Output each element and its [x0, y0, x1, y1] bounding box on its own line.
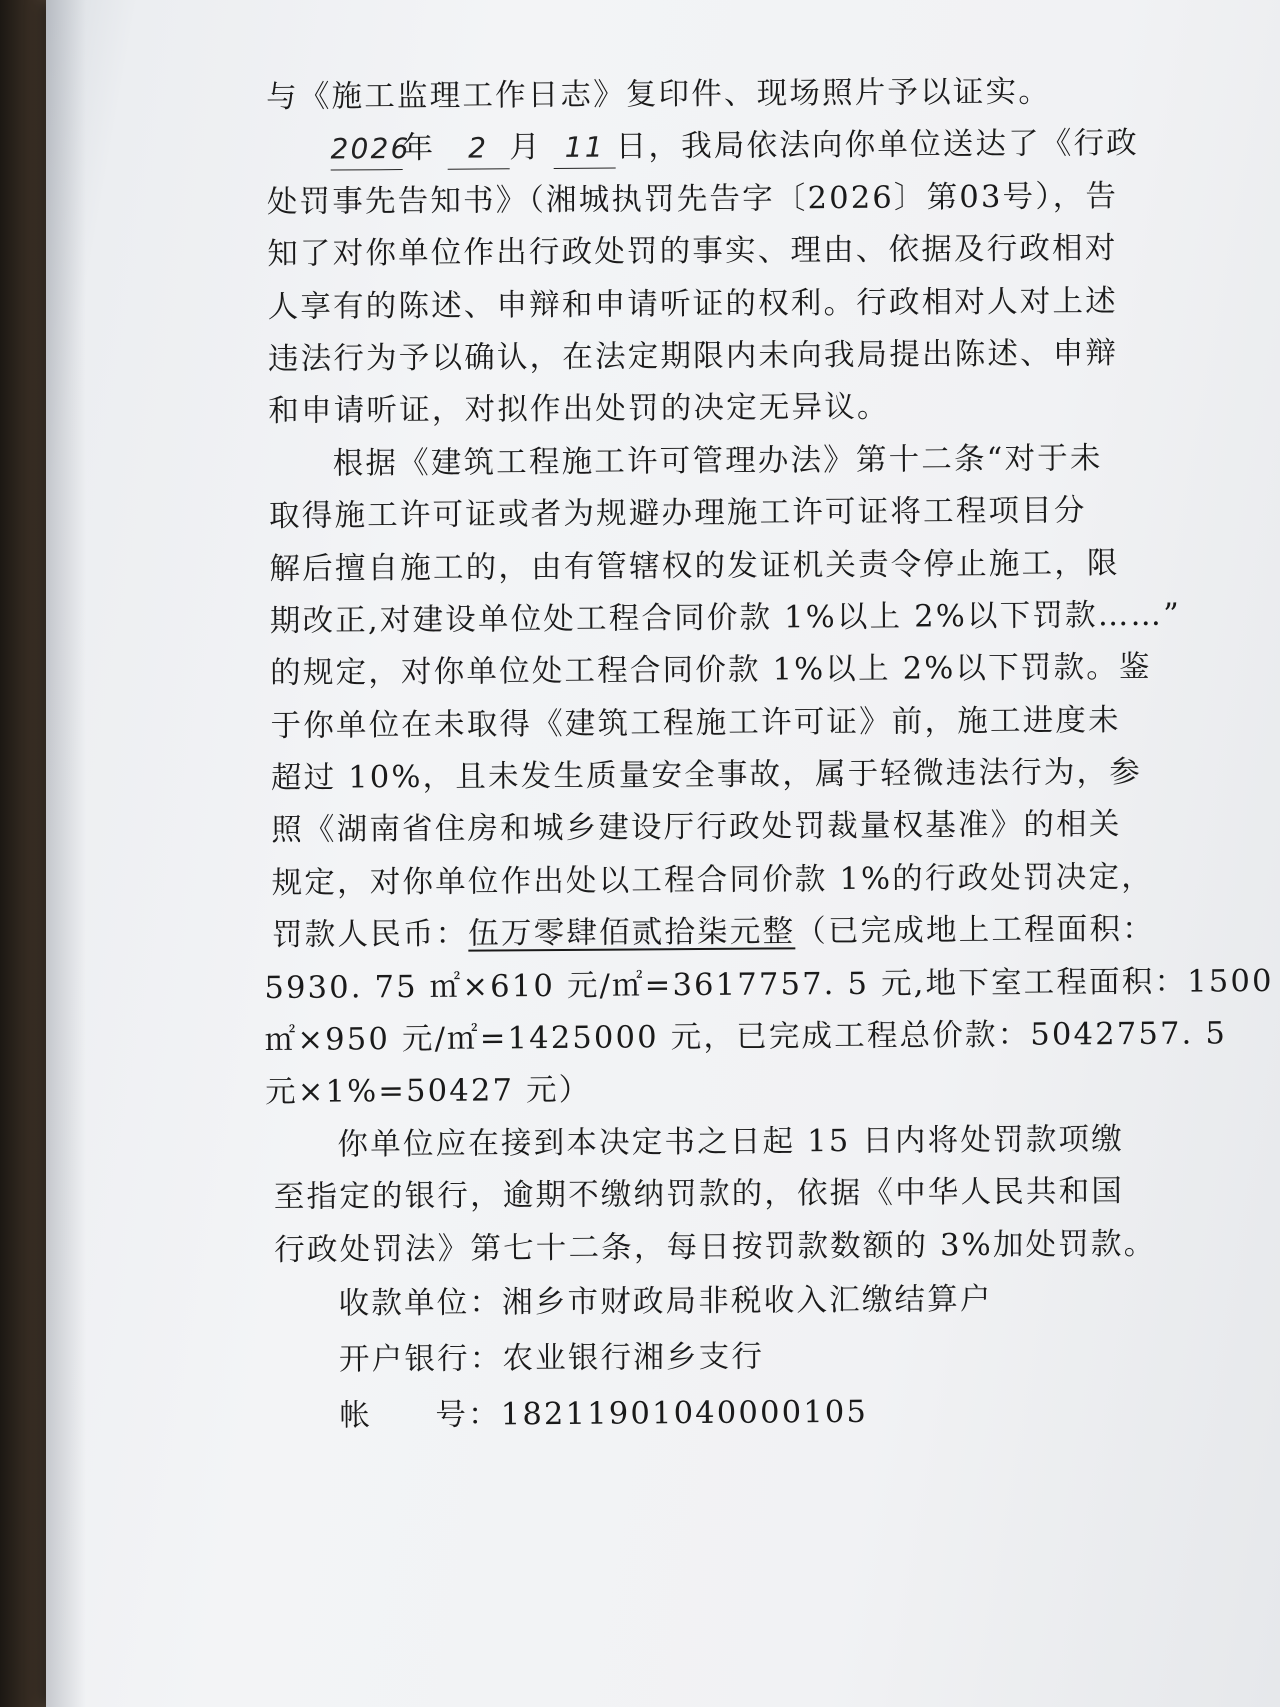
notice-line-3: 知了对你单位作出行政处罚的事实、理由、依据及行政相对: [267, 231, 1118, 273]
fine-prefix: 罚款人民币：: [271, 916, 469, 954]
basis-line-9: 规定，对你单位作出处以工程合同价款 1%的行政处罚决定，: [271, 859, 1154, 901]
notice-line-6: 和申请听证，对拟作出处罚的决定无异议。: [268, 389, 890, 430]
account-number: 18211901040000105: [500, 1394, 869, 1433]
paper-edge-shadow: [46, 0, 86, 1707]
basis-line-8: 照《湖南省住房和城乡建设厅行政处罚裁量权基准》的相关: [271, 807, 1122, 849]
notice-date-line: [266, 118, 1146, 177]
fine-amount-line: [271, 904, 1156, 963]
basis-line-1: 根据《建筑工程施工许可管理办法》第十二条“对于未: [332, 440, 1103, 482]
calc-line-2: ㎡×950 元/㎡=1425000 元，已完成工程总价款：5042757. 5: [264, 1016, 1228, 1059]
handwritten-year: 2026: [330, 129, 402, 171]
payee-value: 湘乡市财政局非税收入汇缴结算户: [501, 1281, 993, 1321]
basis-line-3: 解后擅自施工的，由有管辖权的发证机关责令停止施工，限: [269, 545, 1120, 587]
account-line: [275, 1383, 1155, 1445]
bank-line: [275, 1327, 1155, 1389]
basis-line-4: 期改正,对建设单位处工程合同价款 1%以上 2%以下罚款……”: [269, 597, 1182, 639]
basis-line-6: 于你单位在未取得《建筑工程施工许可证》前，施工进度未: [270, 702, 1121, 744]
payment-line-1: 你单位应在接到本决定书之日起 15 日内将处罚款项缴: [337, 1121, 1125, 1163]
basis-line-2: 取得施工许可证或者为规避办理施工许可证将工程项目分: [268, 493, 1087, 535]
evidence-text: 与《施工监理工作日志》复印件、现场照片予以证实。: [266, 74, 1052, 115]
payee-line: [274, 1271, 1154, 1333]
account-label-part2: 号：: [435, 1397, 501, 1433]
year-char: 年: [402, 131, 436, 167]
calc-line-1: 5930. 75 ㎡×610 元/㎡=3617757. 5 元,地下室工程面积：1500: [264, 963, 1274, 1006]
month-char: 月: [509, 130, 542, 166]
day-text: 日，我局依法向你单位送达了《行政: [615, 126, 1140, 165]
fine-calc-intro: （已完成地上工程面积：: [795, 912, 1156, 950]
evidence-line: [266, 66, 1146, 125]
basis-line-5: 的规定，对你单位处工程合同价款 1%以上 2%以下罚款。鉴: [270, 650, 1152, 692]
bank-label: 开户银行：: [338, 1341, 503, 1378]
calc-line-3: 元×1%=50427 元）: [265, 1073, 592, 1111]
handwritten-day: 11: [554, 128, 616, 169]
document-body: [264, 66, 1274, 1445]
account-label-part1: 帐: [339, 1398, 373, 1434]
notice-line-4: 人享有的陈述、申辩和申请听证的权利。行政相对人对上述: [267, 283, 1118, 325]
bank-value: 农业银行湘乡支行: [502, 1339, 765, 1377]
payment-line-3: 行政处罚法》第七十二条，每日按罚款数额的 3%加处罚款。: [274, 1226, 1157, 1268]
basis-line-7: 超过 10%，且未发生质量安全事故，属于轻微违法行为，参: [270, 754, 1143, 797]
notice-line-2: 处罚事先告知书》（湘城执罚先告字〔2026〕第03号），告: [266, 178, 1119, 220]
notice-line-5: 违法行为予以确认，在法定期限内未向我局提出陈述、申辩: [267, 336, 1119, 377]
handwritten-month: 2: [447, 129, 509, 170]
fine-amount-words: 伍万零肆佰贰拾柒元整: [468, 914, 796, 952]
payment-line-2: 至指定的银行，逾期不缴纳罚款的，依据《中华人民共和国: [273, 1174, 1125, 1216]
payee-label: 收款单位：: [338, 1285, 503, 1322]
